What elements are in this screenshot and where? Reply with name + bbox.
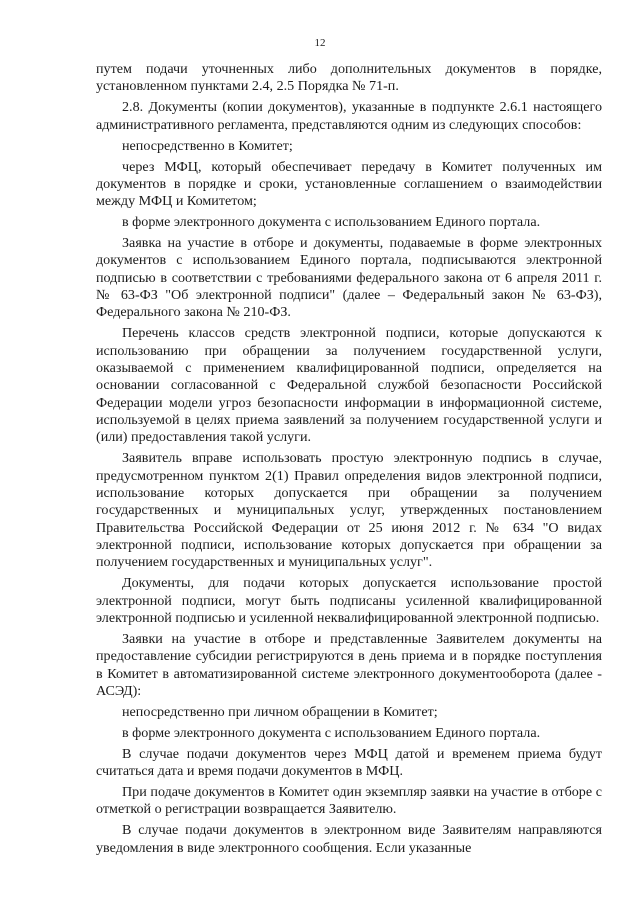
- paragraph-registration-direct: непосредственно при личном обращении в Комитет;: [122, 703, 438, 720]
- paragraph-copy-returned: При подаче документов в Комитет один экземпляр заявки на участие в отборе с отметкой о регистрации возвращается Заявителю.: [96, 784, 602, 818]
- paragraph-continuation: путем подачи уточненных либо дополнительных документов в порядке, установленном пунктами 2.4, 2.5 Порядка № 71-п.: [96, 61, 602, 95]
- paragraph-registration-portal: в форме электронного документа с использованием Единого портала.: [122, 724, 541, 741]
- page-number: 12: [314, 37, 326, 49]
- paragraph-signature-classes: Перечень классов средств электронной подписи, которые допускаются к использованию при обращении за получением государственной услуги, оказываемой с применением квалифицированной подписи, определяется на основании согласованной с Федеральной службой безопасности Российской Федерации модели угроз безопасности информации в информационной системе, используемой в целях приема заявлений за получением государственной услуги и (или) предоставления такой услуги.: [96, 325, 602, 446]
- paragraph-method-portal: в форме электронного документа с использованием Единого портала.: [122, 214, 541, 231]
- paragraph-enhanced-signature: Документы, для подачи которых допускается использование простой электронной подписи, могут быть подписаны усиленной квалифицированной электронной подписью и усиленной неквалифицированной электронной подписью.: [96, 575, 602, 627]
- document-body: [96, 61, 602, 861]
- paragraph-method-mfc: через МФЦ, который обеспечивает передачу в Комитет полученных им документов в порядке и сроки, установленные соглашением о взаимодействии между МФЦ и Комитетом;: [96, 158, 602, 210]
- paragraph-2-8-intro: 2.8. Документы (копии документов), указанные в подпункте 2.6.1 настоящего административного регламента, представляются одним из следующих способов:: [96, 99, 602, 133]
- paragraph-method-direct: непосредственно в Комитет;: [122, 137, 293, 154]
- paragraph-electronic-notification: В случае подачи документов в электронном виде Заявителям направляются уведомления в виде электронного сообщения. Если указанные: [96, 822, 602, 856]
- paragraph-registration: Заявки на участие в отборе и представленные Заявителем документы на предоставление субсидии регистрируются в день приема и в порядке поступления в Комитет в автоматизированной системе электронного документооборота (далее - АСЭД):: [96, 631, 602, 700]
- paragraph-simple-signature: Заявитель вправе использовать простую электронную подпись в случае, предусмотренном пунктом 2(1) Правил определения видов электронной подписи, использование которых допускается при обращении за получением государственных и муниципальных услуг, утвержденных постановлением Правительства Российской Федерации от 25 июня 2012 г. № 634 "О видах электронной подписи, использование которых допускается при обращении за получением государственных и муниципальных услуг".: [96, 450, 602, 571]
- paragraph-mfc-date: В случае подачи документов через МФЦ датой и временем приема будут считаться дата и время подачи документов в МФЦ.: [96, 745, 602, 780]
- paragraph-electronic-signature: Заявка на участие в отборе и документы, подаваемые в форме электронных документов с использованием Единого портала, подписываются электронной подписью в соответствии с требованиями федерального закона от 6 апреля 2011 г. № 63-ФЗ "Об электронной подписи" (далее – Федеральный закон № 63-ФЗ), Федерального закона № 210-ФЗ.: [96, 235, 602, 321]
